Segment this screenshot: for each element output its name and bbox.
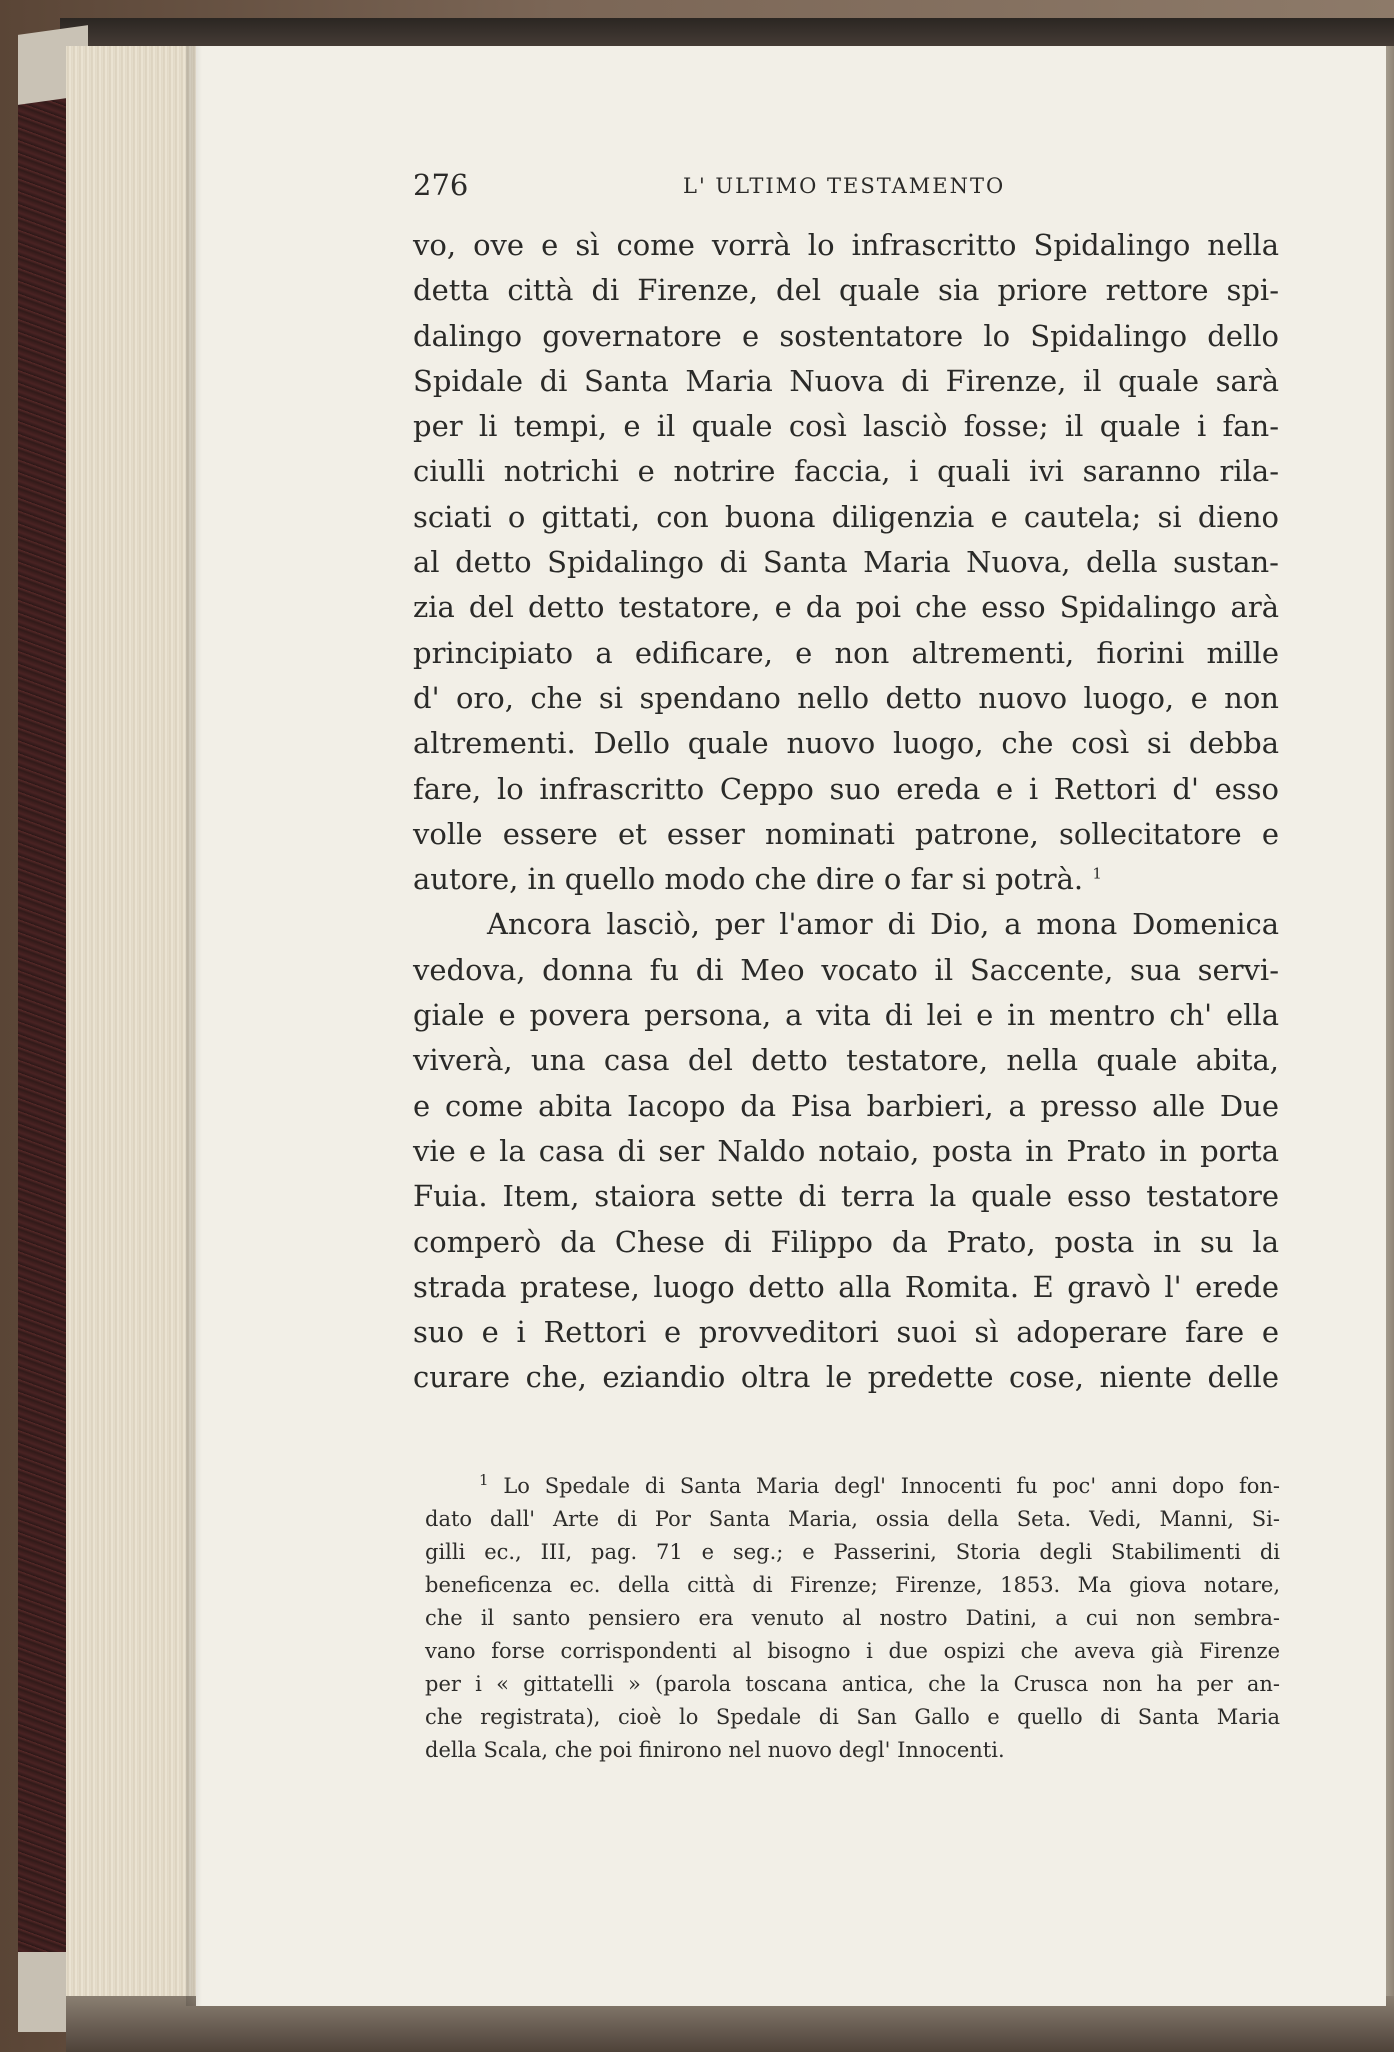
text-line: viverà, una casa del detto testatore, nella quale abita,	[413, 1043, 1279, 1078]
text-line: curare che, eziandio oltra le predette cose, niente delle	[413, 1360, 1279, 1395]
text-line-paragraph-end	[413, 857, 1279, 902]
text-line: vo, ove e sì come vorrà lo infrascritto Spidalingo nella	[413, 228, 1279, 262]
text-line: al detto Spidalingo di Santa Maria Nuova, della sustan-	[413, 545, 1279, 580]
page-number: 276	[413, 168, 469, 202]
text-line: principiato a edificare, e non altrementi, fiorini mille	[413, 635, 1279, 670]
text-line: dalingo governatore e sostentatore lo Spidalingo dello	[413, 318, 1279, 353]
text-line: sciati o gittati, con buona diligenzia e cautela; si dieno	[413, 499, 1279, 534]
text-line: suo e i Rettori e provveditori suoi sì adoperare fare e	[413, 1315, 1279, 1350]
text-line-content: autore, in quello modo che dire o far si potrà.	[413, 862, 1084, 897]
footnote-line: vano forse corrispondenti al bisogno i due ospizi che aveva già Firenze	[425, 1639, 1280, 1663]
running-title: L' ULTIMO TESTAMENTO	[683, 174, 1006, 198]
text-line: altrementi. Dello quale nuovo luogo, che così si debba	[413, 726, 1279, 761]
text-line: giale e povera persona, a vita di lei e in mentro ch' ella	[413, 998, 1279, 1033]
text-line: vedova, donna fu di Meo vocato il Saccente, sua servi-	[413, 952, 1279, 987]
text-line: Fuia. Item, staiora sette di terra la quale esso testatore	[413, 1179, 1279, 1214]
text-line-paragraph-start: Ancora lasciò, per l'amor di Dio, a mona Domenica	[487, 907, 1279, 942]
text-line: strada pratese, luogo detto alla Romita. E gravò l' erede	[413, 1269, 1279, 1304]
gutter-shadow	[186, 46, 202, 2006]
footnote-line: della Scala, che poi finirono nel nuovo degl' Innocenti.	[425, 1738, 1005, 1762]
text-line: e come abita Iacopo da Pisa barbieri, a presso alle Due	[413, 1088, 1279, 1123]
text-line: detta città di Firenze, del quale sia priore rettore spi-	[413, 273, 1279, 308]
text-line: vie e la casa di ser Naldo notaio, posta in Prato in porta	[413, 1133, 1279, 1168]
text-line: comperò da Chese di Filippo da Prato, posta in su la	[413, 1224, 1279, 1259]
footnote-line: dato dall' Arte di Por Santa Maria, ossia della Seta. Vedi, Manni, Si-	[425, 1507, 1280, 1531]
text-line: per li tempi, e il quale così lasciò fosse; il quale i fan-	[413, 409, 1279, 444]
footnote-line: beneficenza ec. della città di Firenze; Firenze, 1853. Ma giova notare,	[425, 1573, 1280, 1597]
text-line: fare, lo infrascritto Ceppo suo ereda e i Rettori d' esso	[413, 771, 1279, 806]
footnote-block	[425, 1470, 1280, 1767]
footnote-line: che registrata), cioè lo Spedale di San Gallo e quello di Santa Maria	[425, 1705, 1280, 1729]
footnote-line: che il santo pensiero era venuto al nostro Datini, a cui non sembra-	[425, 1606, 1280, 1630]
footnote-line: per i « gittatelli » (parola toscana antica, che la Crusca non ha per an-	[425, 1672, 1280, 1696]
footnote-reference: 1	[1092, 864, 1102, 883]
page-block-edges	[66, 46, 196, 2006]
footnote-line-content: Lo Spedale di Santa Maria degl' Innocenti fu poc' anni dopo fon-	[503, 1474, 1280, 1498]
running-head	[413, 168, 1275, 208]
text-line: zia del detto testatore, e da poi che esso Spidalingo arà	[413, 590, 1279, 625]
text-line: Spidale di Santa Maria Nuova di Firenze, il quale sarà	[413, 363, 1279, 398]
text-line: d' oro, che si spendano nello detto nuovo luogo, e non	[413, 680, 1279, 715]
footnote-marker: 1	[479, 1471, 489, 1489]
main-text	[413, 223, 1279, 1401]
text-line: volle essere et esser nominati patrone, sollecitatore e	[413, 816, 1279, 851]
footnote-line-first	[425, 1470, 1280, 1503]
footnote-line: gilli ec., III, pag. 71 e seg.; e Passerini, Storia degli Stabilimenti di	[425, 1540, 1280, 1564]
text-line: ciulli notrichi e notrire faccia, i quali ivi saranno rila-	[413, 454, 1279, 489]
